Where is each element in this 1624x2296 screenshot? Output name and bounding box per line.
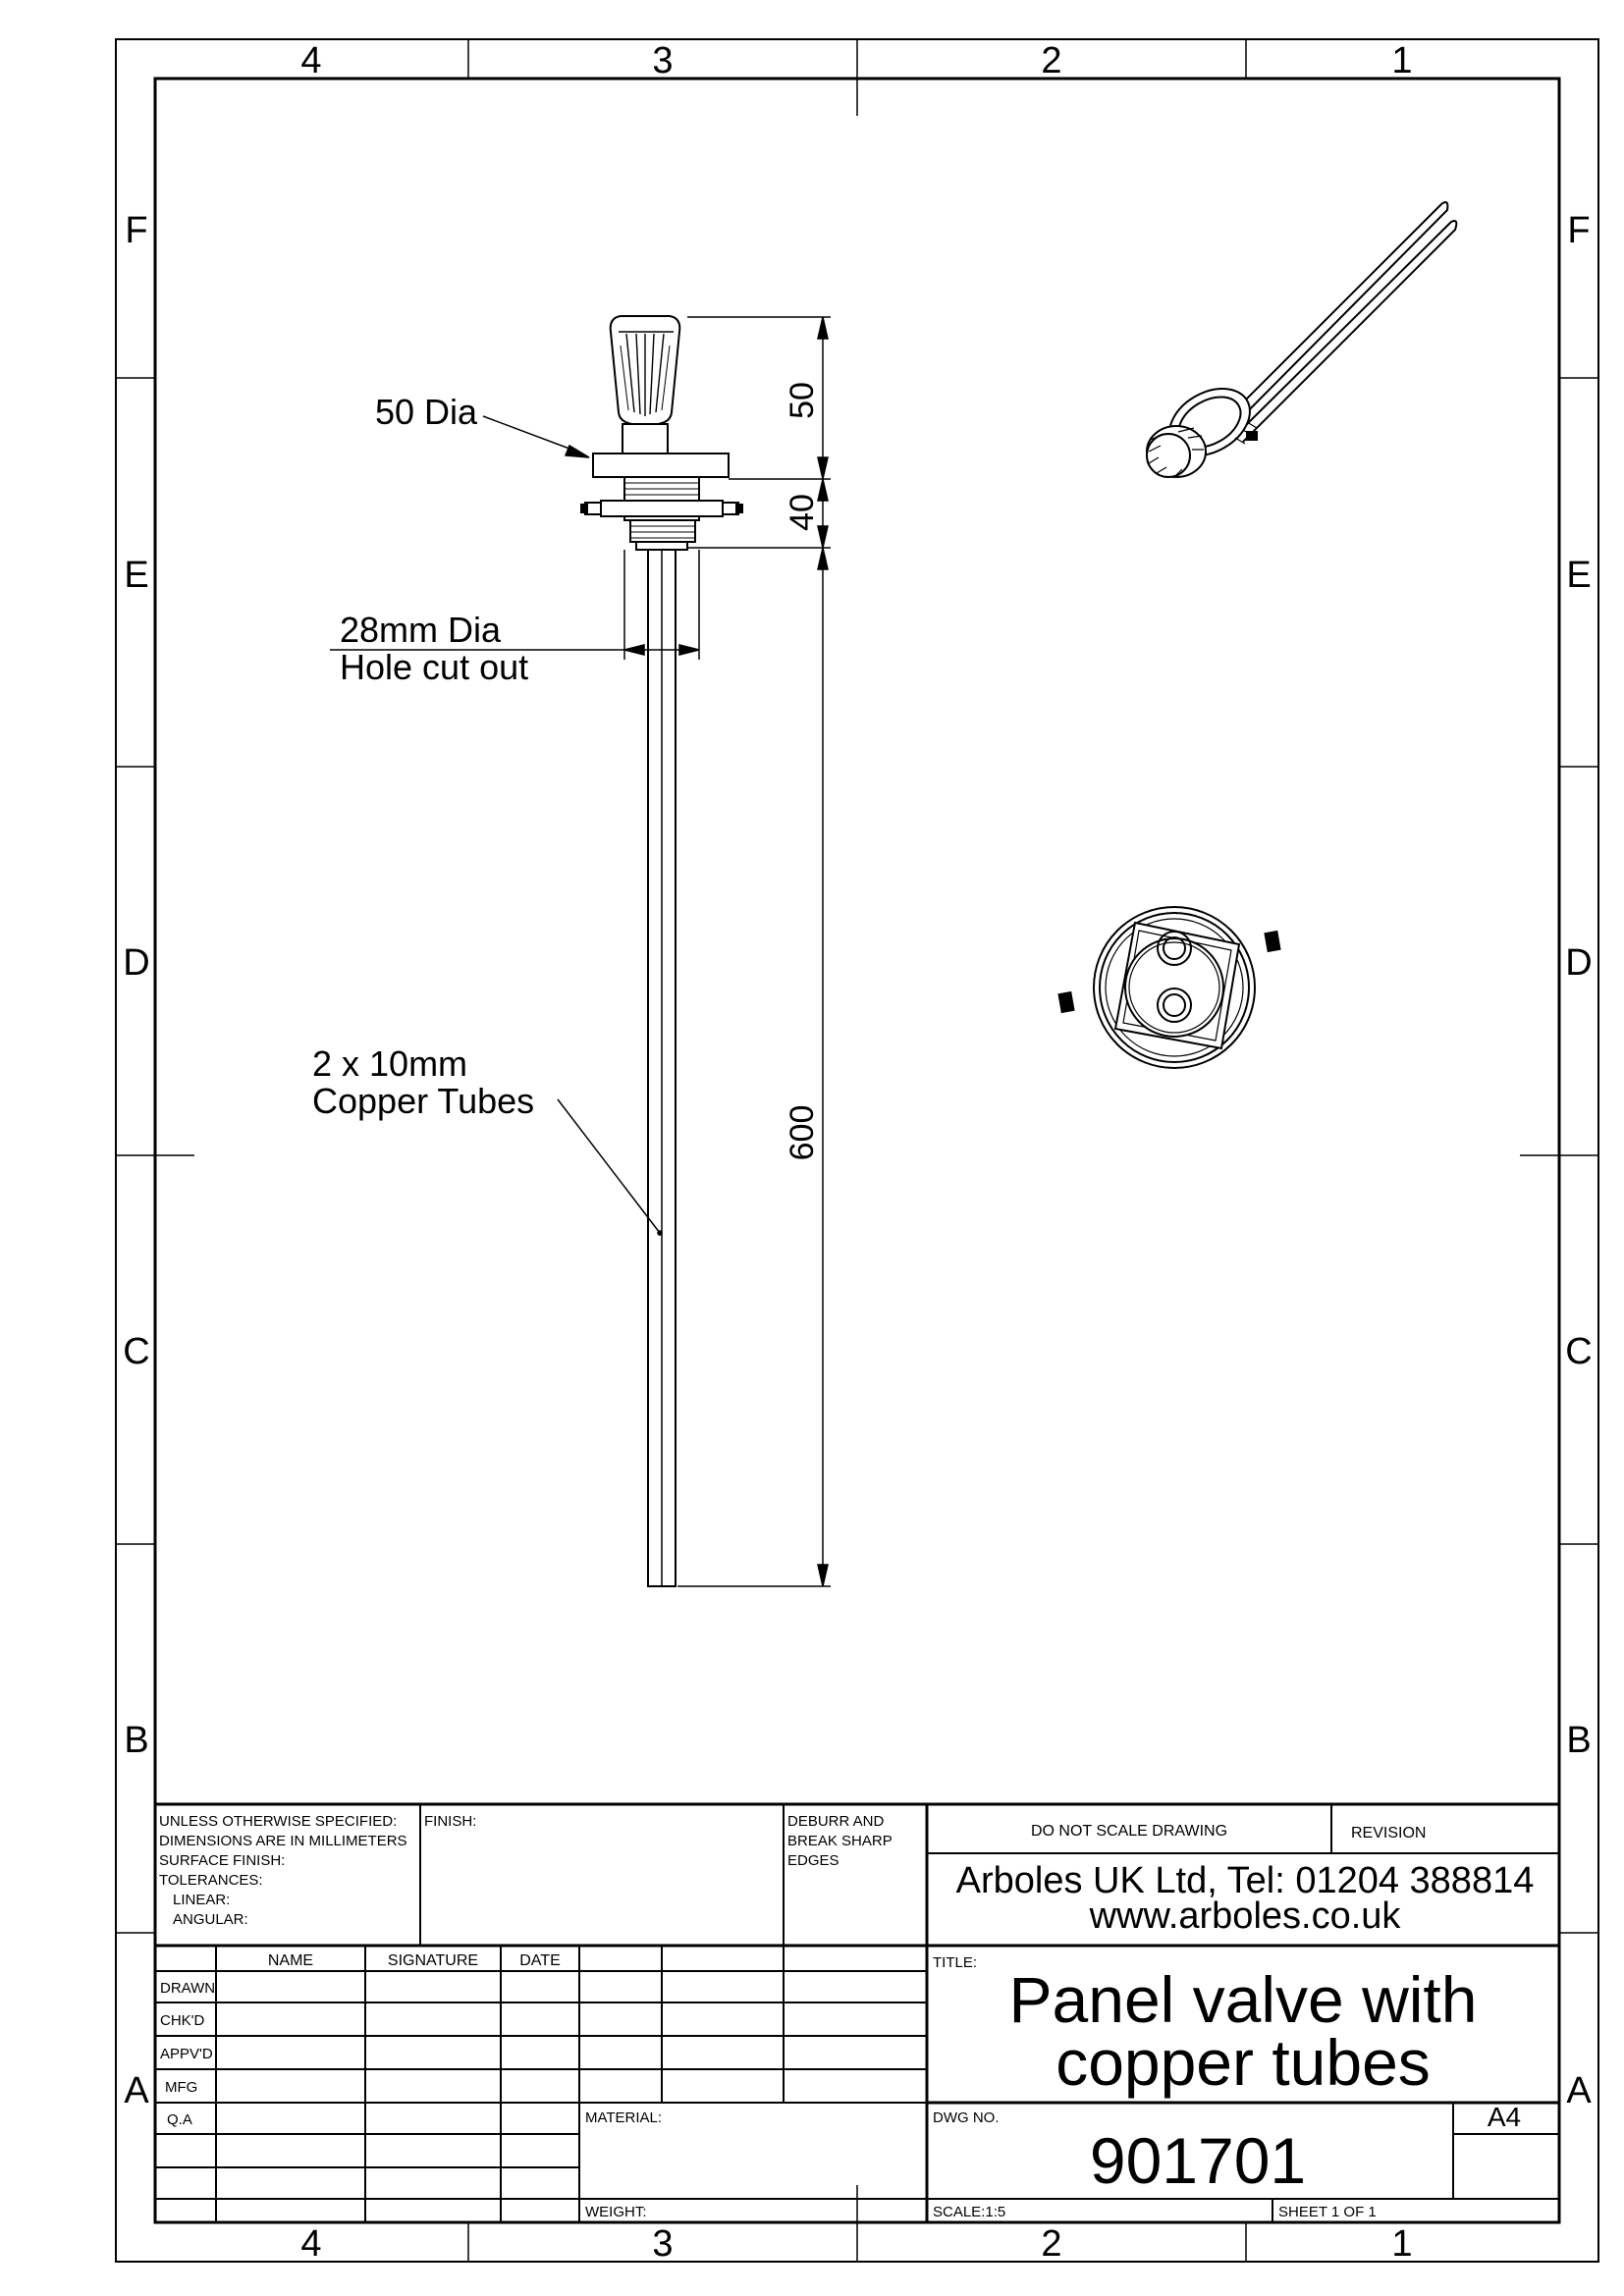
dwg-no-label: DWG NO.: [933, 2109, 1000, 2126]
sheet-number: SHEET 1 OF 1: [1278, 2204, 1377, 2220]
zone-row-b-left: B: [124, 1720, 149, 1761]
isometric-view: [1147, 202, 1456, 477]
dim-tube-length: 600: [784, 1104, 821, 1161]
copper-tubes: [648, 550, 676, 1586]
zone-col-2-top: 2: [1041, 40, 1062, 81]
header-name: NAME: [267, 1952, 314, 1969]
title-label: TITLE:: [933, 1954, 978, 1971]
zone-col-4-top: 4: [300, 40, 322, 81]
role-checked: CHK'D: [160, 2012, 205, 2029]
sheet-size: A4: [1487, 2102, 1522, 2132]
deburr-line-2: BREAK SHARP: [787, 1833, 893, 1849]
material-label: MATERIAL:: [585, 2109, 663, 2126]
role-drawn: DRAWN: [160, 1980, 216, 1997]
finish-label: FINISH:: [424, 1813, 477, 1830]
revision-label: REVISION: [1351, 1825, 1427, 1842]
weight-label: WEIGHT:: [585, 2204, 647, 2220]
dwg-no-value: 901701: [1089, 2124, 1307, 2197]
spec-line-3: SURFACE FINISH:: [159, 1852, 286, 1869]
zone-row-a-left: A: [124, 2070, 149, 2111]
zone-row-b-right: B: [1566, 1720, 1592, 1761]
zone-row-d-right: D: [1565, 942, 1593, 984]
header-date: DATE: [519, 1952, 561, 1969]
note-tubes-line1: 2 x 10mm: [312, 1043, 468, 1084]
valve-flange: [593, 454, 729, 477]
zone-row-c-left: C: [123, 1331, 150, 1372]
company-website: www.arboles.co.uk: [1089, 1896, 1401, 1937]
top-view: [1059, 907, 1280, 1068]
zone-col-3-top: 3: [652, 40, 674, 81]
iso-handle: [1147, 426, 1206, 477]
note-hole-line2: Hole cut out: [340, 647, 529, 687]
role-approved: APPV'D: [160, 2046, 213, 2062]
zone-col-3-bottom: 3: [652, 2223, 674, 2265]
drawing-title-line1: Panel valve with: [1008, 1963, 1478, 2036]
zone-row-d-left: D: [123, 942, 150, 984]
spec-line-1: UNLESS OTHERWISE SPECIFIED:: [159, 1813, 398, 1830]
do-not-scale: DO NOT SCALE DRAWING: [1030, 1823, 1228, 1840]
company-name-phone: Arboles UK Ltd, Tel: 01204 388814: [955, 1860, 1535, 1901]
iso-tubes: [1223, 202, 1456, 442]
header-signature: SIGNATURE: [387, 1952, 479, 1969]
zone-row-a-right: A: [1566, 2070, 1592, 2111]
zone-row-e-left: E: [124, 555, 149, 596]
spec-line-5: LINEAR:: [173, 1892, 231, 1908]
dim-handle-height: 50: [784, 382, 821, 419]
front-view: [581, 316, 742, 1586]
zone-row-f-left: F: [125, 210, 148, 251]
deburr-line-3: EDGES: [787, 1852, 839, 1869]
dim-flange-height: 40: [784, 494, 821, 531]
spec-line-2: DIMENSIONS ARE IN MILLIMETERS: [159, 1833, 407, 1849]
zone-col-4-bottom: 4: [300, 2223, 322, 2265]
zone-row-e-right: E: [1566, 555, 1592, 596]
note-50-dia: 50 Dia: [375, 392, 478, 432]
valve-handle: [611, 316, 680, 454]
zone-row-c-right: C: [1565, 1331, 1593, 1372]
role-qa: Q.A: [167, 2111, 192, 2128]
role-mfg: MFG: [165, 2079, 198, 2096]
spec-line-4: TOLERANCES:: [159, 1872, 263, 1889]
zone-col-1-top: 1: [1391, 40, 1413, 81]
deburr-line-1: DEBURR AND: [787, 1813, 885, 1830]
valve-stub: [630, 520, 695, 550]
scale-value: SCALE:1:5: [933, 2204, 1006, 2220]
spec-line-6: ANGULAR:: [173, 1911, 248, 1928]
zone-row-f-right: F: [1567, 210, 1591, 251]
zone-col-2-bottom: 2: [1041, 2223, 1062, 2265]
zone-col-1-bottom: 1: [1391, 2223, 1413, 2265]
valve-nut: [581, 501, 742, 516]
drawing-title-line2: copper tubes: [1056, 2026, 1431, 2099]
note-tubes-line2: Copper Tubes: [312, 1081, 535, 1121]
note-hole-line1: 28mm Dia: [340, 610, 502, 650]
